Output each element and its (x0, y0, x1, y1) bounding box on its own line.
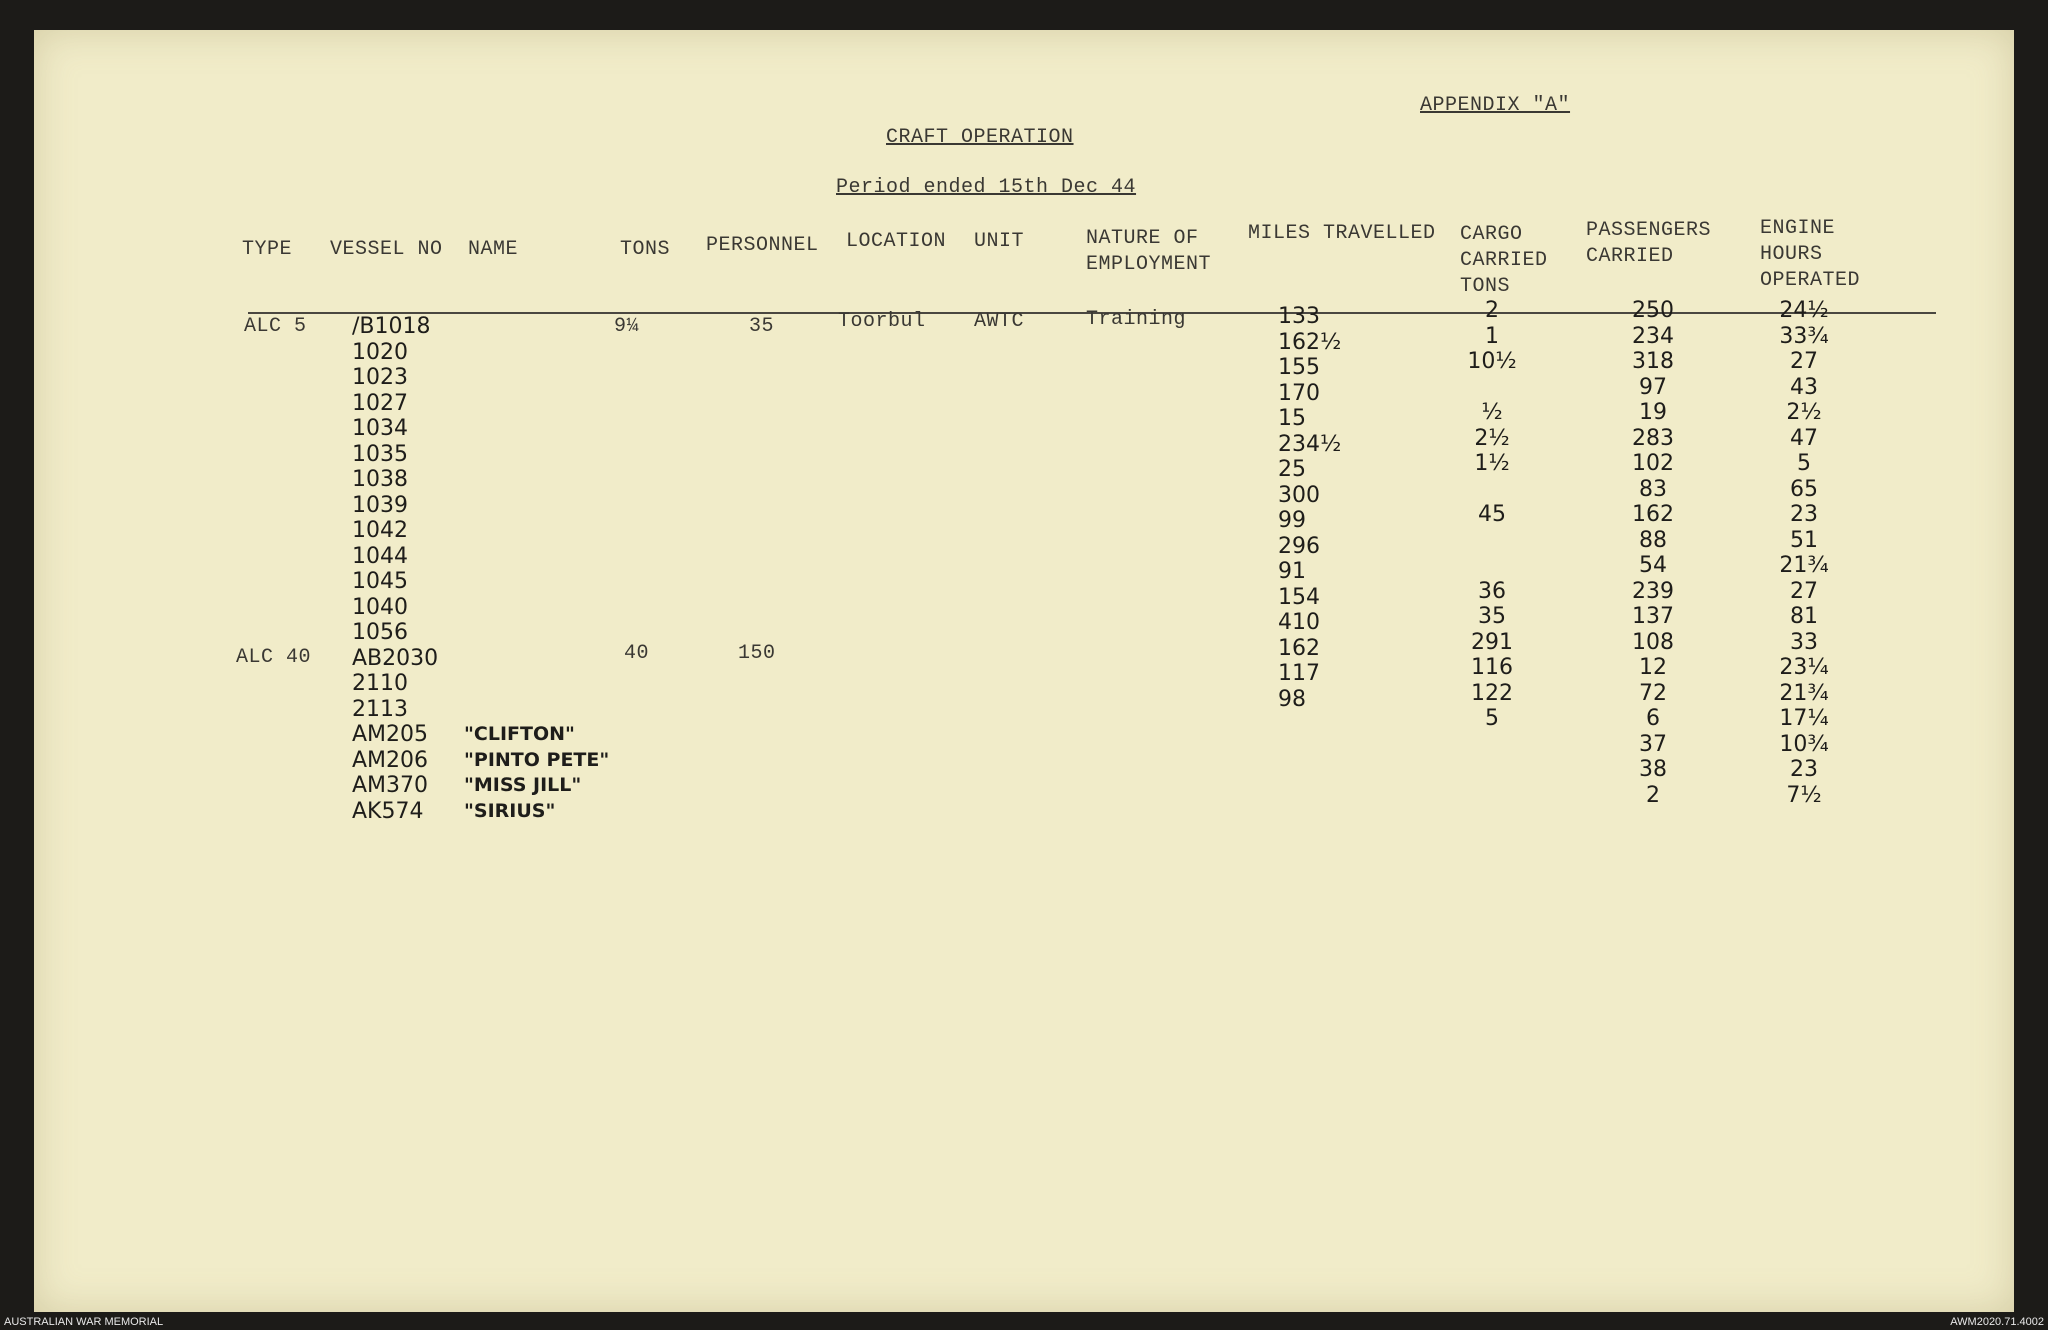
miles-cell: 154 (1278, 584, 1320, 610)
vessel-name-cell: "MISS JILL" (464, 774, 582, 796)
vessel-number-cell: 2113 (352, 696, 408, 722)
vessel-number-cell: AM206 (352, 747, 429, 773)
personnel-alc5: 35 (749, 315, 775, 338)
engine-hours-cell: 10¾ (1779, 731, 1829, 757)
cargo-cell: 2½ (1474, 425, 1510, 451)
passengers-cell: 137 (1632, 604, 1674, 629)
footer-institution: AUSTRALIAN WAR MEMORIAL (4, 1316, 164, 1328)
cargo-cell: 291 (1471, 629, 1513, 655)
engine-hours-cell: 43 (1790, 374, 1818, 400)
passengers-cell: 6 (1646, 706, 1660, 731)
passengers-cell: 37 (1639, 731, 1667, 757)
engine-hours-cell: 27 (1790, 578, 1818, 604)
miles-cell: 133 (1278, 304, 1320, 329)
type-alc40: ALC 40 (236, 646, 312, 669)
miles-cell: 410 (1278, 610, 1320, 635)
vessel-number-cell: 2110 (352, 671, 408, 696)
engine-hours-cell: 17¼ (1779, 706, 1829, 731)
vessel-number-cell: 1056 (352, 620, 408, 645)
document-title: CRAFT OPERATION (886, 126, 1074, 149)
header-engine-line2: HOURS (1760, 243, 1823, 266)
vessel-number-cell: AM205 (352, 722, 429, 747)
vessel-number-cell: 1045 (352, 569, 408, 594)
header-nature-line2: EMPLOYMENT (1086, 253, 1212, 276)
tons-alc5: 9¼ (614, 315, 640, 338)
miles-cell: 91 (1278, 559, 1306, 584)
header-nature-of-employment (1086, 226, 1211, 278)
engine-hours-cell: 5 (1797, 451, 1811, 476)
vessel-name-cell: "CLIFTON" (464, 723, 575, 745)
cargo-column (1452, 298, 1532, 732)
vessel-name-column (464, 722, 609, 824)
passengers-cell: 318 (1632, 349, 1674, 374)
cargo-cell: 2 (1485, 298, 1499, 323)
miles-cell: 170 (1278, 380, 1320, 406)
cargo-cell: 36 (1478, 578, 1506, 604)
vessel-number-cell: 1034 (352, 416, 408, 441)
document-sheet (34, 30, 2014, 1312)
passengers-cell: 250 (1632, 298, 1674, 323)
miles-cell: 117 (1278, 661, 1320, 686)
cargo-cell: 35 (1478, 604, 1506, 629)
engine-hours-cell: 7½ (1786, 782, 1822, 808)
passengers-column (1608, 298, 1698, 808)
passengers-cell: 12 (1639, 655, 1667, 680)
vessel-name-cell: "PINTO PETE" (464, 748, 610, 771)
vessel-number-cell: 1042 (352, 518, 408, 543)
vessel-number-cell: 1035 (352, 441, 408, 467)
cargo-cell: 116 (1471, 655, 1513, 680)
footer-accession-number: AWM2020.71.4002 (1950, 1316, 2044, 1328)
engine-hours-cell: 33¾ (1779, 323, 1829, 349)
unit-value: AWTC (974, 310, 1025, 333)
personnel-alc40: 150 (738, 642, 776, 665)
engine-hours-cell: 23 (1790, 757, 1818, 782)
passengers-cell: 162 (1632, 502, 1674, 527)
miles-cell: 25 (1278, 457, 1306, 482)
passengers-cell: 102 (1632, 451, 1674, 476)
vessel-number-cell: 1039 (352, 492, 408, 518)
vessel-number-cell: 1044 (352, 543, 408, 569)
vessel-number-cell: AB2030 (352, 645, 439, 671)
engine-hours-cell: 2½ (1786, 400, 1822, 425)
type-alc5: ALC 5 (244, 315, 307, 338)
passengers-cell: 283 (1632, 425, 1674, 451)
engine-hours-cell: 33 (1790, 629, 1818, 655)
passengers-cell: 72 (1639, 680, 1667, 706)
cargo-cell: 1 (1485, 323, 1499, 349)
header-location: LOCATION (846, 230, 947, 253)
cargo-cell: 5 (1485, 706, 1499, 731)
cargo-cell: 1½ (1474, 451, 1510, 476)
engine-hours-cell: 21¾ (1779, 553, 1829, 578)
passengers-cell: 108 (1632, 629, 1674, 655)
passengers-cell: 38 (1639, 757, 1667, 782)
engine-hours-cell: 65 (1790, 476, 1818, 502)
header-cargo-line2: CARRIED (1460, 249, 1548, 272)
vessel-number-cell: 1027 (352, 390, 408, 416)
header-pass-line2: CARRIED (1586, 245, 1674, 268)
engine-hours-cell: 24½ (1779, 298, 1829, 323)
vessel-number-cell: AM370 (352, 773, 429, 798)
miles-cell: 98 (1278, 686, 1306, 712)
miles-cell: 162½ (1278, 329, 1342, 355)
vessel-number-cell: 1038 (352, 467, 408, 492)
cargo-cell: 10½ (1467, 349, 1517, 374)
header-engine-line1: ENGINE (1760, 217, 1836, 240)
header-nature-line1: NATURE OF (1086, 227, 1199, 250)
engine-hours-cell: 81 (1790, 604, 1818, 629)
miles-cell: 155 (1278, 355, 1320, 380)
vessel-number-cell: AK574 (352, 798, 424, 824)
passengers-cell: 97 (1639, 374, 1667, 400)
header-type: TYPE (242, 238, 293, 261)
miles-cell: 300 (1278, 482, 1320, 508)
miles-column (1278, 304, 1341, 712)
header-miles-travelled: MILES TRAVELLED (1248, 222, 1436, 245)
header-tons: TONS (620, 238, 671, 261)
header-engine-hours (1760, 216, 1860, 294)
engine-hours-cell: 27 (1790, 349, 1818, 374)
engine-hours-cell: 47 (1790, 425, 1818, 451)
header-personnel: PERSONNEL (706, 234, 819, 257)
vessel-number-column (352, 314, 438, 824)
header-cargo-line3: TONS (1460, 275, 1511, 298)
header-cargo-line1: CARGO (1460, 223, 1523, 246)
vessel-number-cell: /B1018 (352, 314, 431, 339)
location-value: Toorbul (838, 310, 926, 333)
appendix-label: APPENDIX "A" (1420, 94, 1571, 117)
header-pass-line1: PASSENGERS (1586, 219, 1712, 242)
cargo-cell: 122 (1471, 680, 1513, 706)
header-vessel-no: VESSEL NO (330, 238, 443, 261)
miles-cell: 162 (1278, 635, 1320, 661)
engine-hours-cell: 21¾ (1779, 680, 1829, 706)
header-passengers-carried (1586, 218, 1711, 270)
vessel-number-cell: 1023 (352, 365, 408, 390)
miles-cell: 99 (1278, 508, 1306, 533)
header-unit: UNIT (974, 230, 1025, 253)
passengers-cell: 88 (1639, 527, 1667, 553)
passengers-cell: 83 (1639, 476, 1667, 502)
passengers-cell: 234 (1632, 323, 1674, 349)
miles-cell: 15 (1278, 406, 1306, 431)
vessel-name-cell: "SIRIUS" (464, 799, 556, 822)
period-subtitle: Period ended 15th Dec 44 (836, 176, 1137, 199)
nature-value: Training (1086, 308, 1187, 331)
cargo-cell: ½ (1481, 400, 1503, 425)
engine-hours-cell: 23 (1790, 502, 1818, 527)
header-name: NAME (468, 238, 519, 261)
passengers-cell: 54 (1639, 553, 1667, 578)
passengers-cell: 239 (1632, 578, 1674, 604)
passengers-cell: 2 (1646, 782, 1660, 808)
engine-hours-cell: 23¼ (1779, 655, 1829, 680)
vessel-number-cell: 1040 (352, 594, 408, 620)
header-engine-line3: OPERATED (1760, 269, 1861, 292)
passengers-cell: 19 (1639, 400, 1667, 425)
engine-hours-column (1764, 298, 1844, 808)
engine-hours-cell: 51 (1790, 527, 1818, 553)
cargo-cell: 45 (1478, 502, 1506, 527)
header-cargo-carried (1460, 222, 1548, 300)
tons-alc40: 40 (624, 642, 650, 665)
miles-cell: 296 (1278, 533, 1320, 559)
vessel-number-cell: 1020 (352, 339, 408, 365)
miles-cell: 234½ (1278, 431, 1342, 457)
